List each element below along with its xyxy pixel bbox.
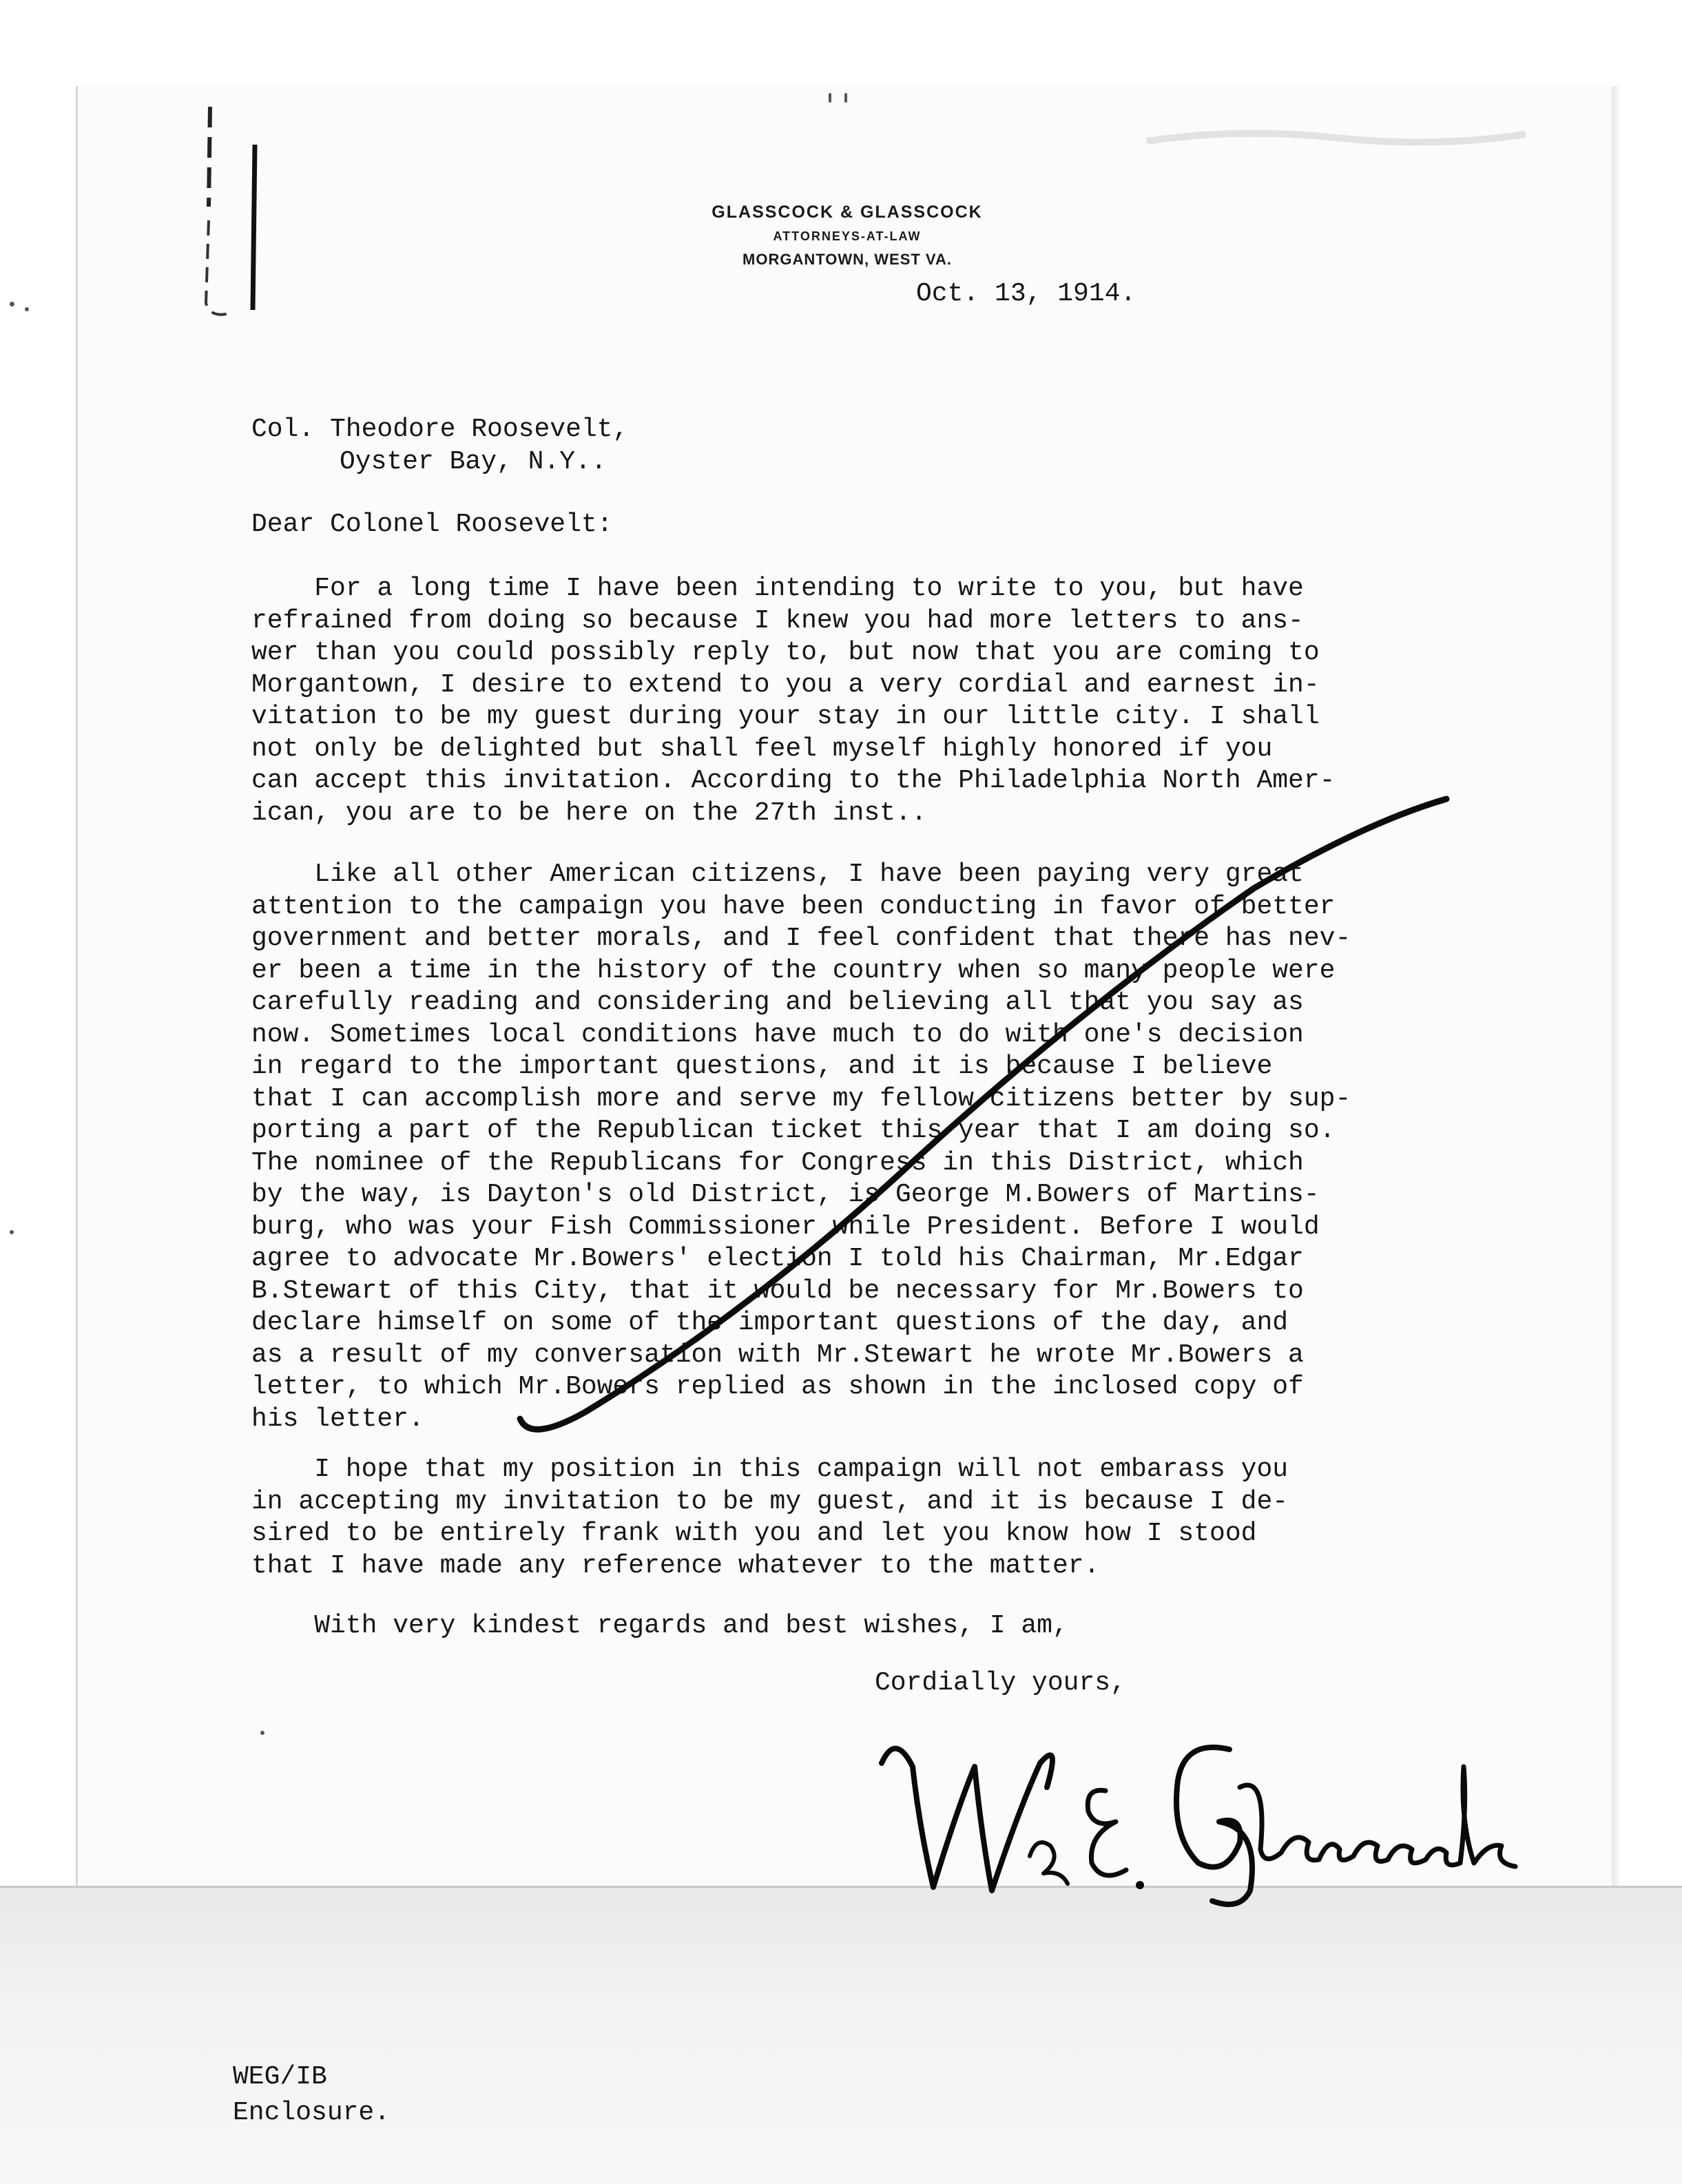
- salutation: Dear Colonel Roosevelt:: [251, 510, 613, 539]
- speck: [260, 1731, 264, 1735]
- speck: [10, 1230, 14, 1234]
- pen-check-mark: [510, 792, 1460, 1453]
- addressee-name: Col. Theodore Roosevelt,: [251, 415, 629, 444]
- letterhead-firm: GLASSCOCK & GLASSCOCK: [712, 202, 983, 222]
- closing: Cordially yours,: [875, 1668, 1126, 1698]
- speck: [10, 302, 14, 306]
- enclosure-note: Enclosure.: [233, 2098, 391, 2128]
- body-paragraph-1: For a long time I have been intending to write to you, but have refrained from doing so because I knew you had more letters to ans- wer than you could possibly reply to, but now that you are coming to Morgantown, I desire to extend to you a very cordial and earnest in- vitation to be my guest during your stay in our little city. I shall not only be delighted but shall feel myself highly honored if you can accept this invitation. According to the Philadelphia North Amer- ican, you are to be here on the 27th inst..: [251, 574, 1336, 828]
- speck: [25, 307, 29, 311]
- page-edge-shadow: [1612, 86, 1621, 1946]
- body-paragraph-2: Like all other American citizens, I have been paying very great attention to the campaign you have been conducting in favor of better government and better morals, and I feel confident that there has nev- er been a time in the history of the country when so many people were carefully reading and considering and believing all that you say as now. Sometimes local conditions have much to do with one's decision in regard to the important questions, and it is because I believe that I can accomplish more and serve my fellow citizens better by sup- porting a part of the Republican ticket this year that I am doing so. The nominee of the Republicans for Congress in this District, which by the way, is Dayton's old District, is George M.Bowers of Martins- burg, who was your Fish Commissioner while President. Before I would agree to advocate Mr.Bowers' election I told his Chairman, Mr.Edgar B.Stewart of this City, that it would be necessary for Mr.Bowers to declare himself on some of the important questions of the day, and as a result of my conversation with Mr.Stewart he wrote Mr.Bowers a letter, to which Mr.Bowers replied as shown in the inclosed copy of his letter.: [251, 860, 1351, 1434]
- speck: [829, 93, 831, 103]
- faint-stamp-mark: [1143, 114, 1529, 162]
- addressee-block: [251, 413, 628, 478]
- body-paragraph-3: I hope that my position in this campaign will not embarass you in accepting my invitation to be my guest, and it is because I de- sired to be entirely frank with you and let you know how I stood that I have made any reference whatever to the matter.: [251, 1455, 1289, 1581]
- addressee-address: Oyster Bay, N.Y..: [340, 447, 607, 477]
- letterhead-location: MORGANTOWN, WEST VA.: [743, 251, 952, 268]
- letterhead-profession: ATTORNEYS-AT-LAW: [773, 229, 922, 243]
- handwritten-signature: [854, 1725, 1543, 1911]
- reference-block: [233, 2059, 390, 2131]
- speck: [844, 93, 847, 103]
- typist-initials: WEG/IB: [233, 2062, 327, 2092]
- paper-clip-mark: [196, 103, 265, 324]
- body-paragraph-4: With very kindest regards and best wishes, I am,: [251, 1611, 1068, 1641]
- letterhead: [675, 200, 1019, 271]
- letter-date: Oct. 13, 1914.: [916, 279, 1136, 309]
- underlying-sheet: [0, 1886, 1682, 2184]
